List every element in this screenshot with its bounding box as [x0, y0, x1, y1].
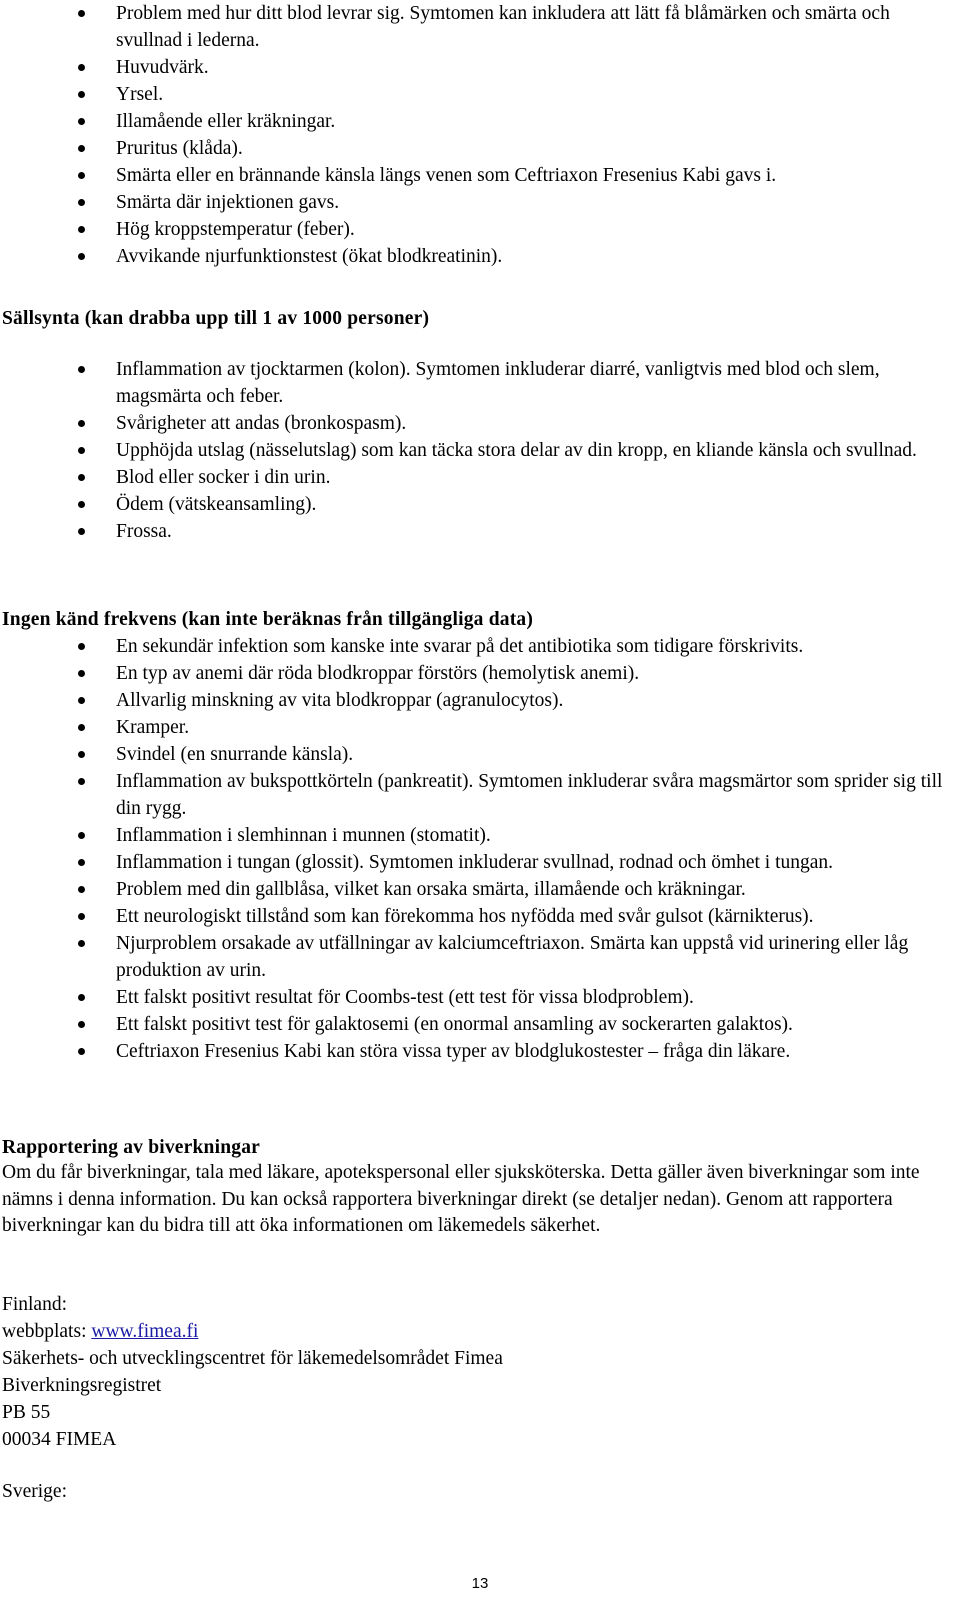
list-item [0, 81, 960, 108]
bullet-icon [78, 994, 85, 1001]
list-item [0, 876, 960, 903]
list-item-text: Problem med hur ditt blod levrar sig. Symtomen kan inkludera att lätt få blåmärken och smärta och svullnad i lederna. [116, 3, 890, 51]
list-item-text: Huvudvärk. [116, 57, 209, 78]
list-item-text: Svindel (en snurrande känsla). [116, 744, 354, 765]
list-item [0, 660, 960, 687]
finland-label: Finland: [2, 1294, 68, 1315]
common-effects-list-block [0, 0, 960, 270]
list-item-text: Smärta där injektionen gavs. [116, 192, 340, 213]
list-item [0, 687, 960, 714]
list-item [0, 1011, 960, 1038]
list-item [0, 518, 960, 545]
list-item-text: Ceftriaxon Fresenius Kabi kan störa vissa typer av blodglukostester – fråga din läkare. [116, 1041, 791, 1062]
list-item [0, 162, 960, 189]
report-heading: Rapportering av biverkningar [2, 1137, 261, 1158]
list-item-text: Ett falskt positivt resultat för Coombs-test (ett test för vissa blodproblem). [116, 987, 694, 1008]
list-item-text: Upphöjda utslag (nässelutslag) som kan täcka stora delar av din kropp, en kliande känsla och svullnad. [116, 440, 917, 461]
list-item-text: Hög kroppstemperatur (feber). [116, 219, 355, 240]
bullet-icon [78, 913, 85, 920]
bullet-icon [78, 528, 85, 535]
finland-registry: Biverkningsregistret [2, 1375, 162, 1396]
list-item [0, 849, 960, 876]
list-item [0, 930, 960, 984]
list-item [0, 216, 960, 243]
list-item-text: Allvarlig minskning av vita blodkroppar (agranulocytos). [116, 690, 564, 711]
finland-org: Säkerhets- och utvecklingscentret för läkemedelsområdet Fimea [2, 1348, 503, 1369]
bullet-icon [78, 118, 85, 125]
list-item-text: Blod eller socker i din urin. [116, 467, 331, 488]
list-item [0, 410, 960, 437]
list-item [0, 822, 960, 849]
bullet-icon [78, 501, 85, 508]
bullet-icon [78, 832, 85, 839]
list-item [0, 903, 960, 930]
bullet-icon [78, 474, 85, 481]
bullet-icon [78, 859, 85, 866]
website-prefix: webbplats: [2, 1321, 92, 1342]
unknown-frequency-heading: Ingen känd frekvens (kan inte beräknas från tillgängliga data) [2, 609, 534, 630]
list-item [0, 714, 960, 741]
list-item [0, 741, 960, 768]
list-item-text: Inflammation av tjocktarmen (kolon). Symtomen inkluderar diarré, vanligtvis med blod och slem, magsmärta och feber. [116, 359, 880, 407]
list-item-text: En typ av anemi där röda blodkroppar förstörs (hemolytisk anemi). [116, 663, 640, 684]
list-item-text: Illamående eller kräkningar. [116, 111, 336, 132]
rare-effects-list-block [0, 356, 960, 545]
list-item-text: En sekundär infektion som kanske inte svarar på det antibiotika som tidigare förskrivits. [116, 636, 804, 657]
list-item [0, 0, 960, 54]
list-item [0, 491, 960, 518]
bullet-icon [78, 697, 85, 704]
bullet-icon [78, 199, 85, 206]
list-item-text: Ödem (vätskeansamling). [116, 494, 317, 515]
list-item [0, 356, 960, 410]
bullet-icon [78, 447, 85, 454]
list-item [0, 633, 960, 660]
list-item-text: Avvikande njurfunktionstest (ökat blodkreatinin). [116, 246, 503, 267]
unknown-effects-list [0, 633, 960, 1065]
list-item-text: Kramper. [116, 717, 190, 738]
bullet-icon [78, 1048, 85, 1055]
list-item [0, 1038, 960, 1065]
bullet-icon [78, 886, 85, 893]
bullet-icon [78, 1021, 85, 1028]
finland-box: PB 55 [2, 1402, 51, 1423]
finland-website-line [2, 1319, 198, 1346]
list-item-text: Yrsel. [116, 84, 164, 105]
list-item [0, 437, 960, 464]
bullet-icon [78, 420, 85, 427]
list-item-text: Inflammation i slemhinnan i munnen (stomatit). [116, 825, 491, 846]
list-item [0, 243, 960, 270]
list-item-text: Problem med din gallblåsa, vilket kan orsaka smärta, illamående och kräkningar. [116, 879, 746, 900]
rare-heading: Sällsynta (kan drabba upp till 1 av 1000 personer) [2, 308, 430, 329]
common-effects-list [0, 0, 960, 270]
unknown-effects-list-block [0, 633, 960, 1065]
list-item-text: Frossa. [116, 521, 172, 542]
bullet-icon [78, 145, 85, 152]
bullet-icon [78, 172, 85, 179]
fimea-link[interactable]: www.fimea.fi [91, 1321, 199, 1342]
list-item [0, 108, 960, 135]
list-item [0, 984, 960, 1011]
report-paragraph: Om du får biverkningar, tala med läkare, apotekspersonal eller sjuksköterska. Detta gäller även biverkningar som inte nämns i denna information. Du kan också rapportera biverkningar direkt (se detaljer nedan). Genom att rapportera biverkningar kan du bidra till att öka informationen om läkemedels säkerhet. [2, 1162, 920, 1236]
bullet-icon [78, 724, 85, 731]
list-item [0, 135, 960, 162]
bullet-icon [78, 91, 85, 98]
bullet-icon [78, 10, 85, 17]
list-item-text: Njurproblem orsakade av utfällningar av kalciumceftriaxon. Smärta kan uppstå vid urinering eller låg produktion av urin. [116, 933, 909, 981]
sweden-label: Sverige: [2, 1481, 67, 1502]
finland-postal: 00034 FIMEA [2, 1429, 117, 1450]
bullet-icon [78, 778, 85, 785]
bullet-icon [78, 253, 85, 260]
list-item-text: Smärta eller en brännande känsla längs venen som Ceftriaxon Fresenius Kabi gavs i. [116, 165, 777, 186]
list-item-text: Pruritus (klåda). [116, 138, 243, 159]
bullet-icon [78, 226, 85, 233]
list-item [0, 54, 960, 81]
rare-effects-list [0, 356, 960, 545]
page-number: 13 [471, 1575, 489, 1592]
list-item-text: Inflammation i tungan (glossit). Symtomen inkluderar svullnad, rodnad och ömhet i tungan. [116, 852, 834, 873]
bullet-icon [78, 670, 85, 677]
bullet-icon [78, 366, 85, 373]
bullet-icon [78, 751, 85, 758]
list-item-text: Ett falskt positivt test för galaktosemi (en onormal ansamling av sockerarten galaktos). [116, 1014, 793, 1035]
list-item-text: Inflammation av bukspottkörteln (pankreatit). Symtomen inkluderar svåra magsmärtor som sprider sig till din rygg. [116, 771, 943, 819]
bullet-icon [78, 64, 85, 71]
list-item [0, 768, 960, 822]
bullet-icon [78, 643, 85, 650]
list-item [0, 464, 960, 491]
list-item [0, 189, 960, 216]
list-item-text: Ett neurologiskt tillstånd som kan förekomma hos nyfödda med svår gulsot (kärnikterus). [116, 906, 814, 927]
list-item-text: Svårigheter att andas (bronkospasm). [116, 413, 407, 434]
bullet-icon [78, 940, 85, 947]
